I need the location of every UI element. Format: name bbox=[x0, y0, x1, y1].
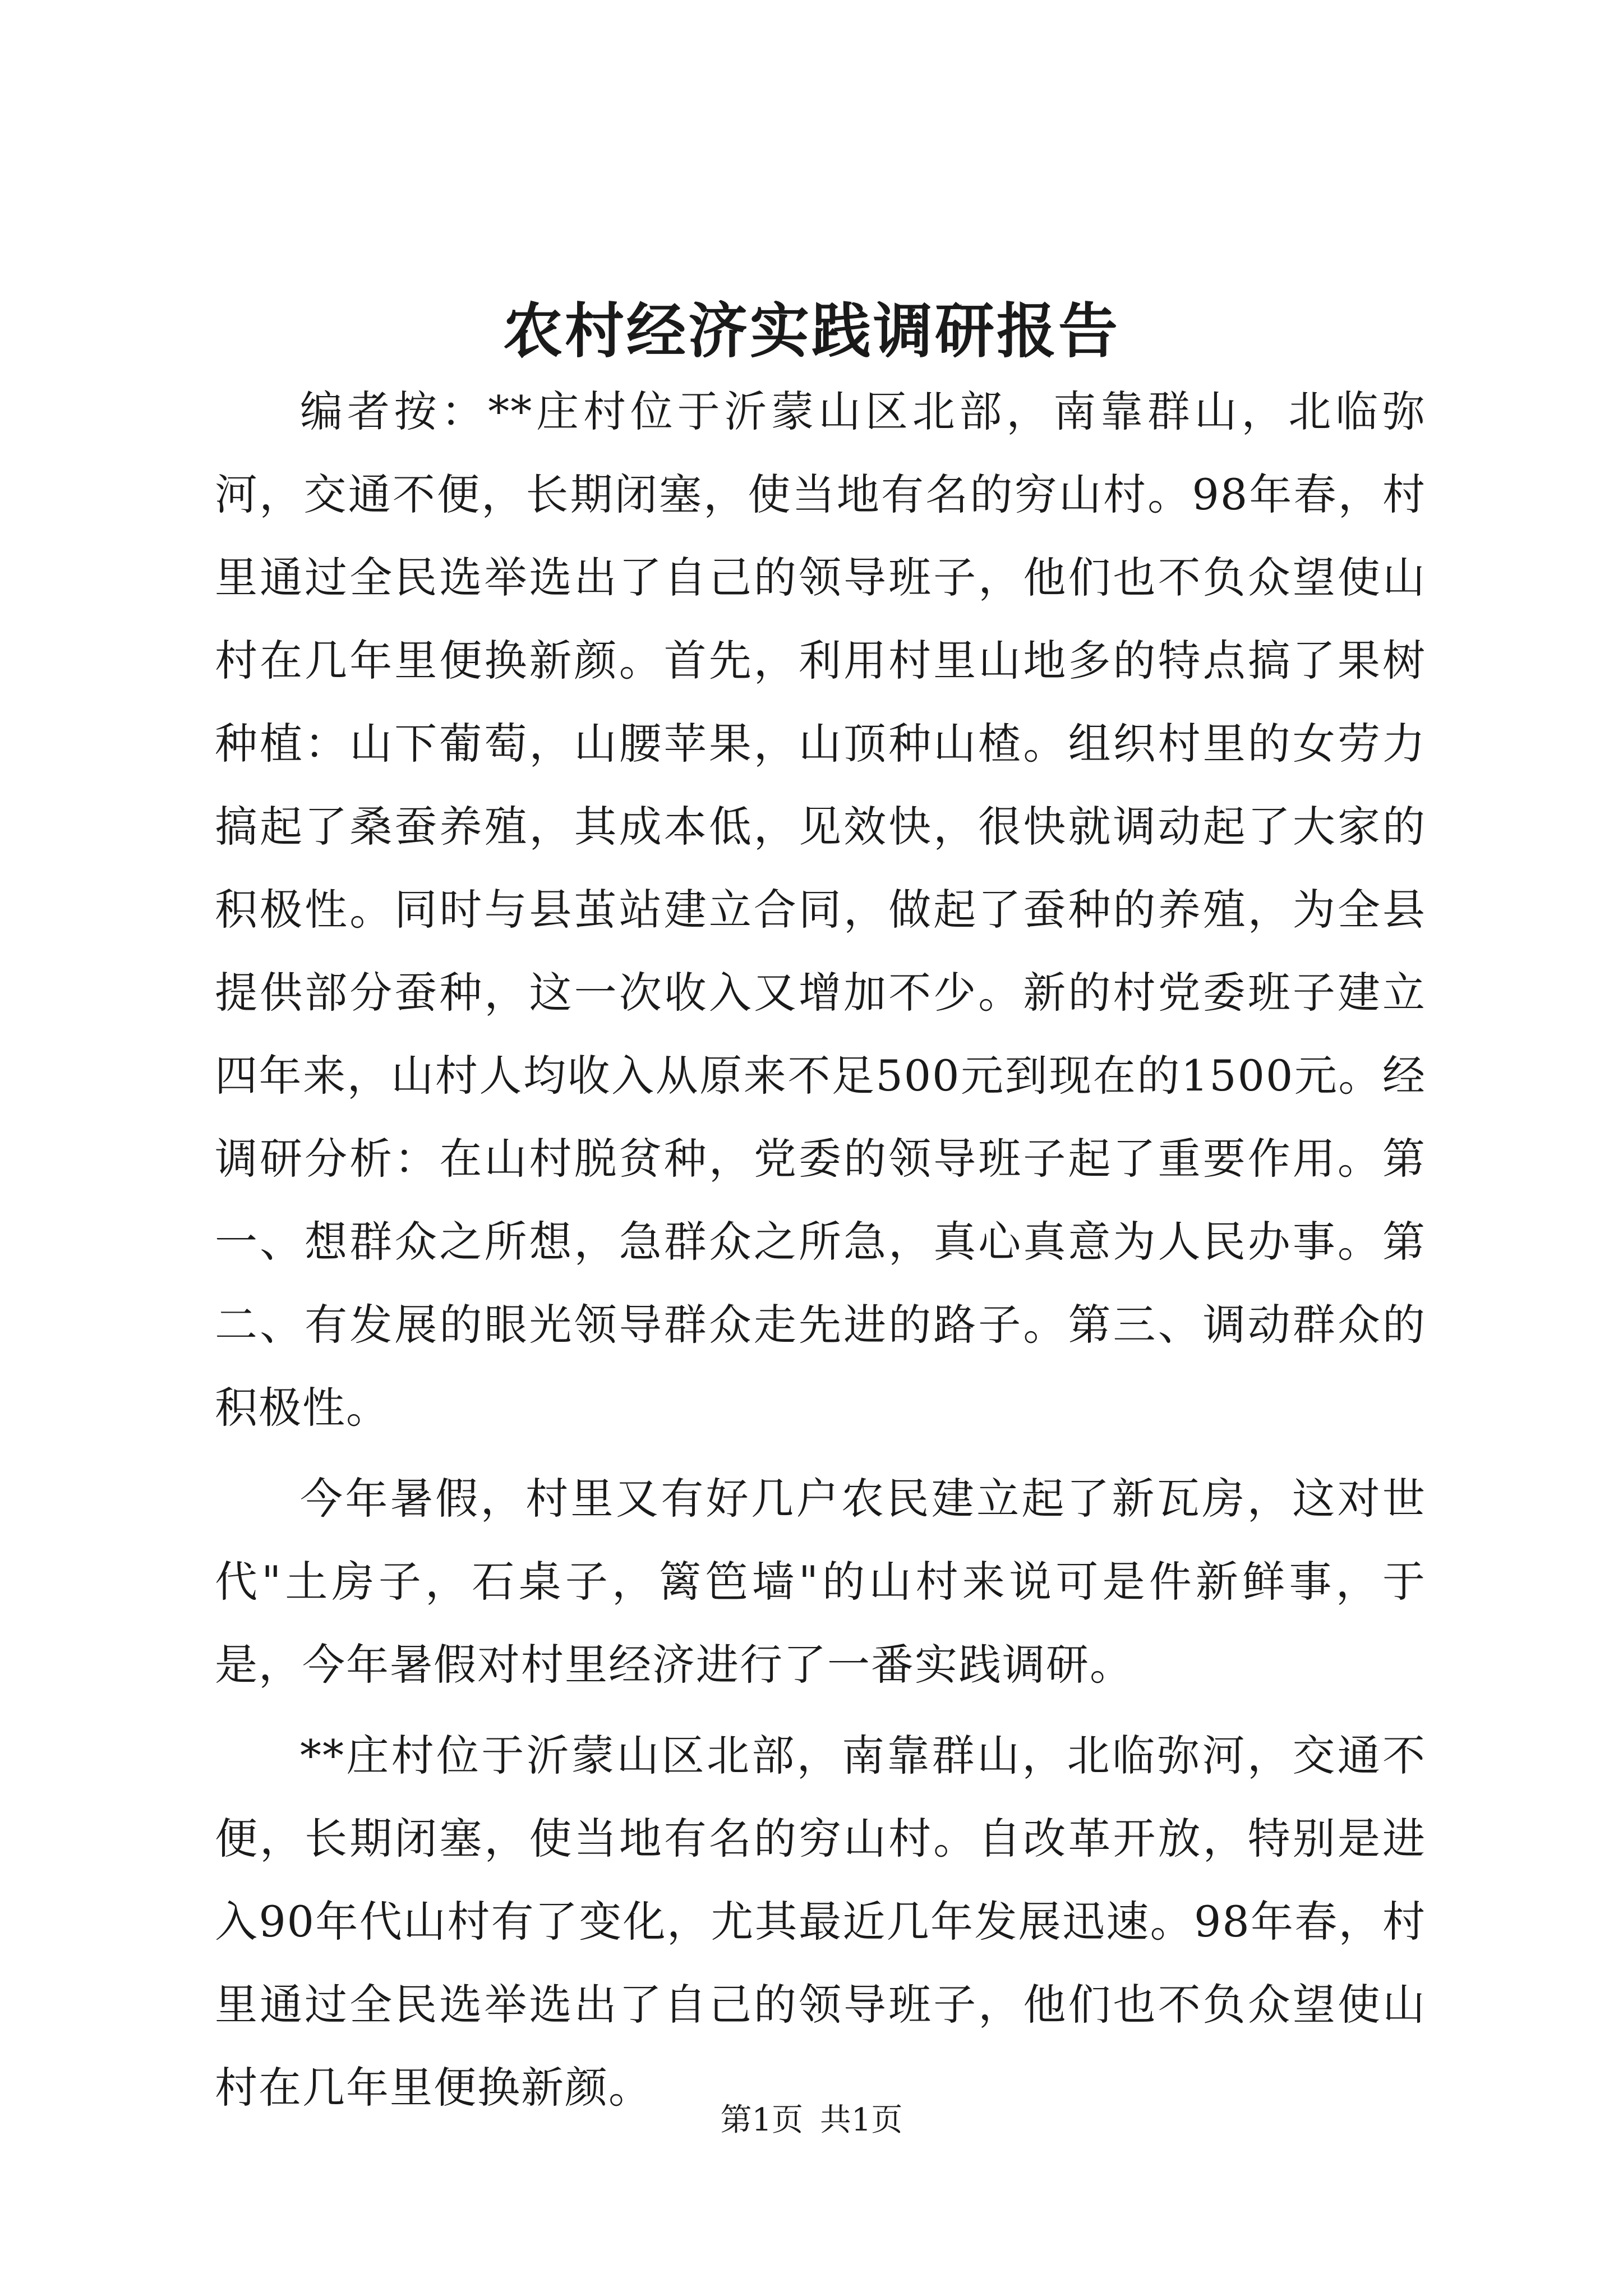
document-body bbox=[215, 370, 1426, 2137]
paragraph-editor-note: 编者按：**庄村位于沂蒙山区北部，南靠群山，北临弥河，交通不便，长期闭塞，使当地有名的穷山村。98年春，村里通过全民选举选出了自己的领导班子，他们也不负众望使山村在几年里便换新颜。首先，利用村里山地多的特点搞了果树种植：山下葡萄，山腰苹果，山顶种山楂。组织村里的女劳力搞起了桑蚕养殖，其成本低，见效快，很快就调动起了大家的积极性。同时与县茧站建立合同，做起了蚕种的养殖，为全县提供部分蚕种，这一次收入又增加不少。新的村党委班子建立四年来，山村人均收入从原来不足500元到现在的1500元。经调研分析：在山村脱贫种，党委的领导班子起了重要作用。第一、想群众之所想，急群众之所急，真心真意为人民办事。第二、有发展的眼光领导群众走先进的路子。第三、调动群众的积极性。 bbox=[215, 386, 1426, 1433]
paragraph-summer-visit: 今年暑假，村里又有好几户农民建立起了新瓦房，这对世代"土房子，石桌子，篱笆墙"的山村来说可是件新鲜事，于是，今年暑假对村里经济进行了一番实践调研。 bbox=[215, 1474, 1426, 1690]
paragraph-village-intro: **庄村位于沂蒙山区北部，南靠群山，北临弥河，交通不便，长期闭塞，使当地有名的穷山村。自改革开放，特别是进入90年代山村有了变化，尤其最近几年发展迅速。98年春，村里通过全民选举选出了自己的领导班子，他们也不负众望使山村在几年里便换新颜。 bbox=[215, 1731, 1426, 2113]
page-total: 共1页 bbox=[819, 2102, 903, 2138]
page-number: 第1页 bbox=[720, 2102, 804, 2138]
document-title: 农村经济实践调研报告 bbox=[503, 296, 1120, 366]
page-footer bbox=[0, 2098, 1623, 2143]
